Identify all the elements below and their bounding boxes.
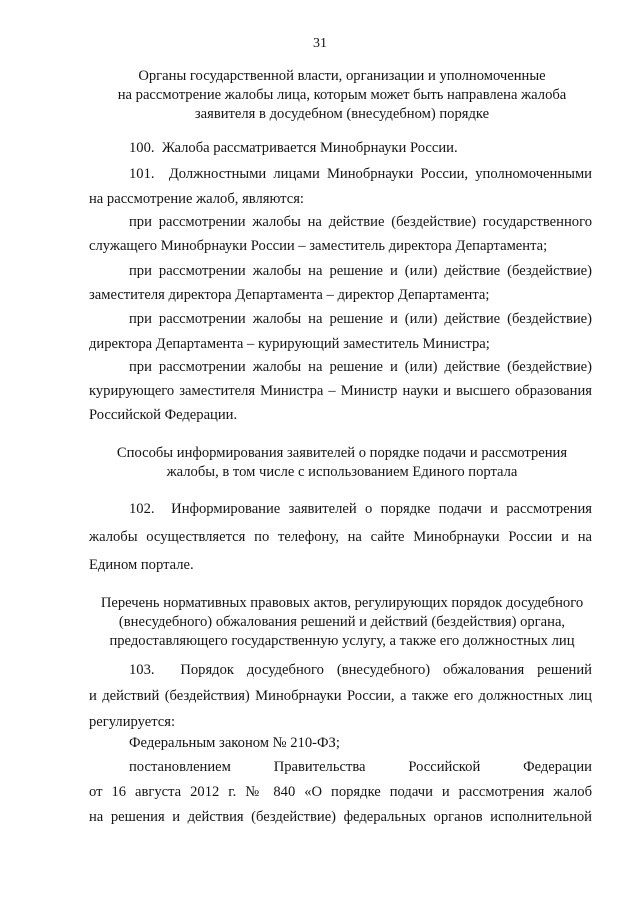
heading-line: предоставляющего государственную услугу, а также его должностных лиц	[109, 633, 575, 649]
heading-line: жалобы, в том числе с использованием Единого портала	[166, 464, 518, 480]
paragraph-line: 103. Порядок досудебного (внесудебного) обжалования решений	[129, 662, 592, 678]
paragraph-line: Едином портале.	[89, 557, 194, 573]
paragraph-line: курирующего заместителя Министра – Министр науки и высшего образования	[89, 383, 592, 399]
heading-line: на рассмотрение жалобы лица, которым может быть направлена жалоба	[117, 87, 567, 103]
paragraph-line: Федеральным законом № 210-ФЗ;	[129, 735, 340, 751]
section-heading-informing	[86, 444, 598, 482]
section-heading-appeal-bodies	[86, 67, 598, 124]
legal-act-government-decree	[89, 755, 592, 830]
paragraph-100	[89, 138, 592, 158]
paragraph-line: директора Департамента – курирующий заместитель Министра;	[89, 336, 490, 352]
paragraph-101	[89, 162, 592, 212]
paragraph-line: 101. Должностными лицами Минобрнауки России, уполномоченными	[129, 166, 592, 182]
paragraph-line: от 16 августа 2012 г. № 840 «О порядке подачи и рассмотрения жалоб	[89, 784, 592, 800]
paragraph-line: при рассмотрении жалобы на решение и (или) действие (бездействие)	[129, 311, 592, 327]
paragraph-103	[89, 657, 592, 735]
list-item-official-2	[89, 259, 592, 307]
heading-line: (внесудебного) обжалования решений и действий (бездействия) органа,	[118, 614, 566, 630]
paragraph-line: на решения и действия (бездействие) федеральных органов исполнительной	[89, 809, 592, 825]
paragraph-line: регулируется:	[89, 714, 175, 730]
heading-line: заявителя в досудебном (внесудебном) порядке	[194, 106, 490, 122]
legal-act-federal-law	[89, 733, 592, 753]
paragraph-line: при рассмотрении жалобы на действие (бездействие) государственного	[129, 214, 592, 230]
paragraph-line: заместителя директора Департамента – директор Департамента;	[89, 287, 490, 303]
heading-line: Способы информирования заявителей о порядке подачи и рассмотрения	[116, 445, 568, 461]
paragraph-line: 102. Информирование заявителей о порядке подачи и рассмотрения	[129, 501, 592, 517]
heading-line: Органы государственной власти, организации и уполномоченные	[138, 68, 546, 84]
paragraph-line: Российской Федерации.	[89, 407, 238, 423]
paragraph-line: жалобы осуществляется по телефону, на сайте Минобрнауки России и на	[89, 529, 592, 545]
paragraph-102	[89, 495, 592, 579]
paragraph-line: при рассмотрении жалобы на решение и (или) действие (бездействие)	[129, 263, 592, 279]
section-heading-legal-acts	[80, 594, 604, 651]
paragraph-line: и действий (бездействия) Минобрнауки России, а также его должностных лиц	[89, 688, 592, 704]
paragraph-line: при рассмотрении жалобы на решение и (или) действие (бездействие)	[129, 359, 592, 375]
paragraph-line: служащего Минобрнауки России – заместитель директора Департамента;	[89, 238, 548, 254]
list-item-official-3	[89, 307, 592, 357]
heading-line: Перечень нормативных правовых актов, регулирующих порядок досудебного	[100, 595, 584, 611]
list-item-official-1	[89, 210, 592, 258]
paragraph-line: на рассмотрение жалоб, являются:	[89, 191, 304, 207]
paragraph-line: 100. Жалоба рассматривается Минобрнауки России.	[129, 140, 458, 156]
paragraph-line: постановлением Правительства Российской Федерации	[129, 759, 592, 775]
page-number: 31	[313, 36, 327, 51]
list-item-official-4	[89, 355, 592, 427]
